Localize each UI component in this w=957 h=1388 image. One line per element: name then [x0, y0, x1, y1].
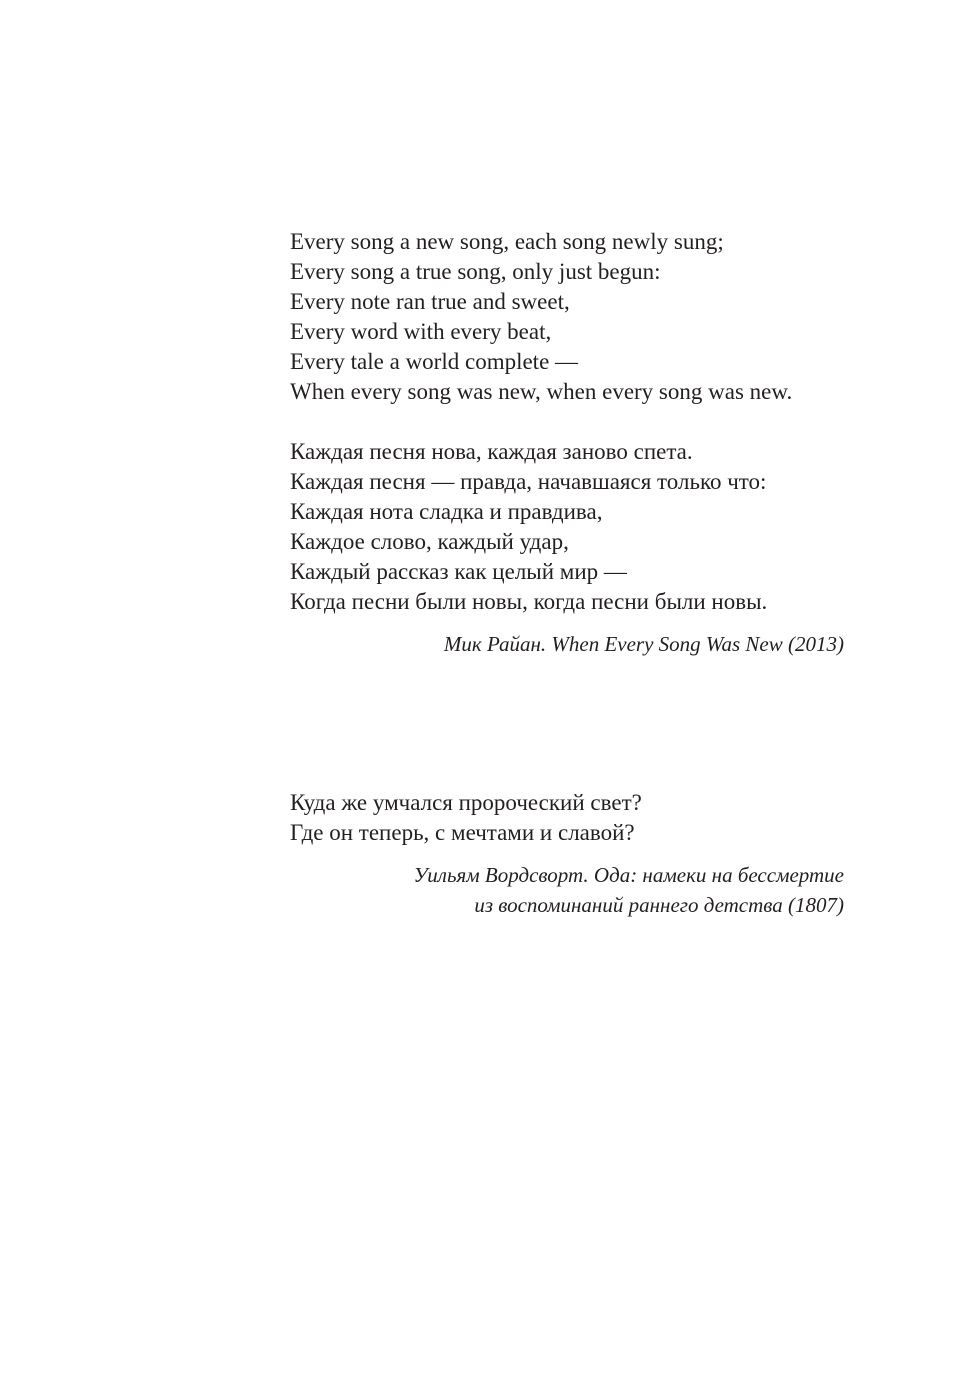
verse-line: Каждый рассказ как целый мир —	[290, 559, 627, 584]
verse-line: Каждая песня нова, каждая заново спета.	[290, 439, 693, 464]
verse-line: Every song a new song, each song newly sung;	[290, 229, 724, 254]
verse-line: Где он теперь, с мечтами и славой?	[290, 820, 635, 845]
verse-line: Every song a true song, only just begun:	[290, 259, 661, 284]
attribution-line: Мик Райан. When Every Song Was New (2013)	[443, 632, 844, 656]
verse-line: Куда же умчался пророческий свет?	[290, 790, 642, 815]
epigraph-russian-stanza	[290, 437, 870, 617]
verse-line: Каждая нота сладка и правдива,	[290, 499, 603, 524]
verse-line: Каждая песня — правда, начавшаяся только что:	[290, 469, 767, 494]
epigraph-english-stanza	[290, 227, 870, 407]
verse-line: Every tale a world complete —	[290, 349, 579, 374]
epigraph-1-attribution	[444, 629, 844, 659]
epigraph-2-attribution	[413, 860, 844, 920]
epigraph-2-stanza	[290, 788, 870, 848]
verse-line: When every song was new, when every song was new.	[290, 379, 793, 404]
verse-line: Every note ran true and sweet,	[290, 289, 570, 314]
attribution-line: из воспоминаний раннего детства (1807)	[474, 893, 844, 917]
verse-line: Каждое слово, каждый удар,	[290, 529, 569, 554]
verse-line: Every word with every beat,	[290, 319, 552, 344]
verse-line: Когда песни были новы, когда песни были новы.	[290, 589, 768, 614]
attribution-line: Уильям Вордсворт. Ода: намеки на бессмертие	[413, 863, 844, 887]
